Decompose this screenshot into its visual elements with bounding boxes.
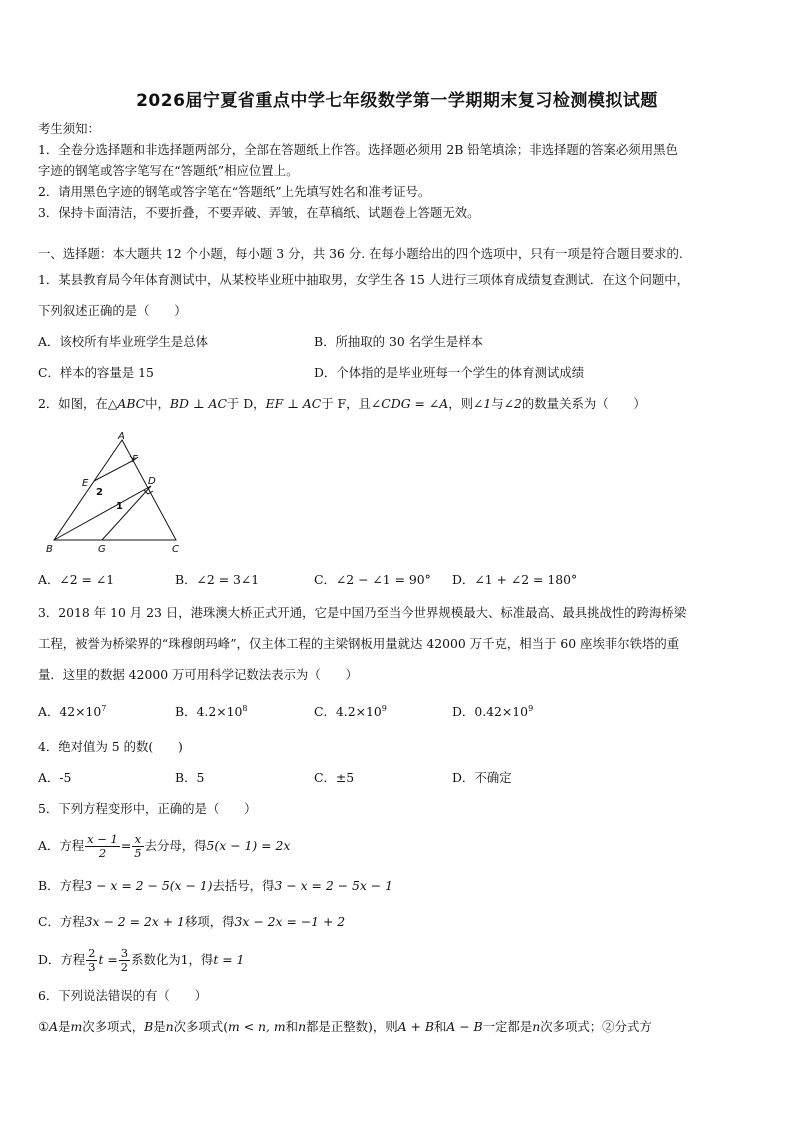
notice-item-3: 3．保持卡面清洁，不要折叠，不要弄破、弄皱，在草稿纸、试题卷上答题无效。 bbox=[38, 205, 480, 220]
label-angle-2: 2 bbox=[96, 487, 103, 498]
q2-text-2: 中， bbox=[145, 396, 170, 411]
q2-text-6: 与 bbox=[491, 396, 504, 411]
q2-bd-perp: BD ⊥ AC bbox=[169, 396, 227, 411]
q2-text-5: ，则 bbox=[448, 396, 473, 411]
q3-option-b: B．$4.2\times 10^8$ bbox=[175, 703, 248, 719]
label-g: G bbox=[98, 544, 106, 555]
q5-option-b: B．方程3 − x = 2 − 5(x − 1)去括号，得3 − x = 2 − 5x − 1 bbox=[38, 878, 393, 893]
q3-option-d: D．$0.42\times 10^9$ bbox=[452, 703, 534, 719]
q1-stem-line1: 1．某县教育局今年体育测试中，从某校毕业班中抽取男，女学生各 15 人进行三项体育成绩复查测试．在这个问题中， bbox=[38, 272, 690, 287]
q1-option-c: C．样本的容量是 15 bbox=[38, 365, 154, 380]
q5-option-a: A．方程 $\frac{x - 1}{2}$ = $\frac{x}{5}$ 去分母，得5(x − 1) = 2x bbox=[38, 832, 291, 860]
notice-item-2: 2．请用黑色字迹的钢笔或答字笔在“答题纸”上先填写姓名和准考证号。 bbox=[38, 184, 431, 199]
q3-stem-line3: 量．这里的数据 42000 万可用科学记数法表示为（ ） bbox=[38, 667, 358, 682]
section-heading: 一、选择题：本大题共 12 个小题，每小题 3 分，共 36 分. 在每小题给出的四个选项中，只有一项是符合题目要求的. bbox=[38, 246, 683, 261]
q1-option-d: D．个体指的是毕业班每一个学生的体育测试成绩 bbox=[314, 365, 585, 380]
q4-option-b: B．5 bbox=[175, 770, 205, 785]
q1-stem-line2: 下列叙述正确的是（ ） bbox=[38, 303, 187, 318]
q3-stem-line2: 工程，被誉为桥梁界的“珠穆朗玛峰”，仅主体工程的主梁钢板用量就达 42000 万千克，相当于 60 座埃菲尔铁塔的重 bbox=[38, 636, 680, 651]
q1-option-a: A．该校所有毕业班学生是总体 bbox=[38, 334, 209, 349]
right-angle-d bbox=[144, 490, 153, 494]
q4-option-c: C．±5 bbox=[314, 770, 355, 785]
segment-ef bbox=[94, 460, 134, 481]
q5-option-c: C．方程3x − 2 = 2x + 1移项，得3x − 2x = −1 + 2 bbox=[38, 914, 346, 929]
q2-triangle-figure bbox=[40, 428, 200, 558]
label-angle-1: 1 bbox=[116, 501, 123, 512]
label-c: C bbox=[172, 544, 179, 555]
notice-item-1: 1．全卷分选择题和非选择题两部分，全部在答题纸上作答。选择题必须用 2B 铅笔填涂；非选择题的答案必须用黑色 bbox=[38, 142, 678, 157]
q2-ef-perp: EF ⊥ AC bbox=[265, 396, 322, 411]
label-a: A bbox=[118, 431, 125, 442]
notice-heading: 考生须知： bbox=[38, 121, 100, 136]
q2-stem bbox=[38, 395, 762, 413]
q4-option-d: D．不确定 bbox=[452, 770, 512, 785]
q4-stem: 4．绝对值为 5 的数( ) bbox=[38, 739, 183, 754]
q2-angle-1: ∠1 bbox=[472, 396, 492, 411]
q2-option-d: D．∠1 + ∠2 = 180° bbox=[452, 572, 578, 587]
label-e: E bbox=[82, 478, 89, 489]
q2-text-7: 的数量关系为（ ） bbox=[521, 396, 646, 411]
label-f: F bbox=[132, 454, 138, 465]
q3-stem-line1: 3．2018 年 10 月 23 日，港珠澳大桥正式开通，它是中国乃至当今世界规模最大、标准最高、最具挑战性的跨海桥梁 bbox=[38, 605, 687, 620]
q2-option-b: B．∠2 = 3∠1 bbox=[175, 572, 260, 587]
q3-option-a: A．$42\times 10^7$ bbox=[38, 703, 107, 719]
q2-angle-2: ∠2 bbox=[503, 396, 522, 411]
q2-triangle: △ABC bbox=[107, 396, 146, 411]
q1-option-b: B．所抽取的 30 名学生是样本 bbox=[314, 334, 484, 349]
q4-option-a: A．-5 bbox=[38, 770, 72, 785]
q2-text-4: 于 F，且 bbox=[321, 396, 371, 411]
q3-option-c: C．$4.2\times 10^9$ bbox=[314, 703, 387, 719]
label-b: B bbox=[46, 544, 53, 555]
q2-condition: ∠CDG = ∠A bbox=[370, 396, 449, 411]
q6-stem: 6．下列说法错误的有（ ） bbox=[38, 988, 207, 1003]
segment-dg bbox=[102, 486, 151, 540]
q2-text-1: 2．如图，在 bbox=[38, 396, 108, 411]
notice-item-1-cont: 字迹的钢笔或答字笔写在“答题纸”相应位置上。 bbox=[38, 163, 299, 178]
q5-option-d: D．方程 $\frac{2}{3}$ t = $\frac{3}{2}$ 系数化为1，得t = 1 bbox=[38, 946, 245, 974]
q6-statement-1: ①A是m次多项式，B是n次多项式(m < n, m和n都是正整数)，则A + B和A − B一定都是n次多项式；②分式方 bbox=[38, 1019, 652, 1034]
q2-option-a: A．∠2 = ∠1 bbox=[38, 572, 115, 587]
label-d: D bbox=[148, 476, 156, 487]
q5-stem: 5．下列方程变形中，正确的是（ ） bbox=[38, 801, 257, 816]
q2-text-3: 于 D， bbox=[226, 396, 266, 411]
page-title: 2026届宁夏省重点中学七年级数学第一学期期末复习检测模拟试题 bbox=[136, 91, 658, 111]
q2-option-c: C．∠2 − ∠1 = 90° bbox=[314, 572, 431, 587]
